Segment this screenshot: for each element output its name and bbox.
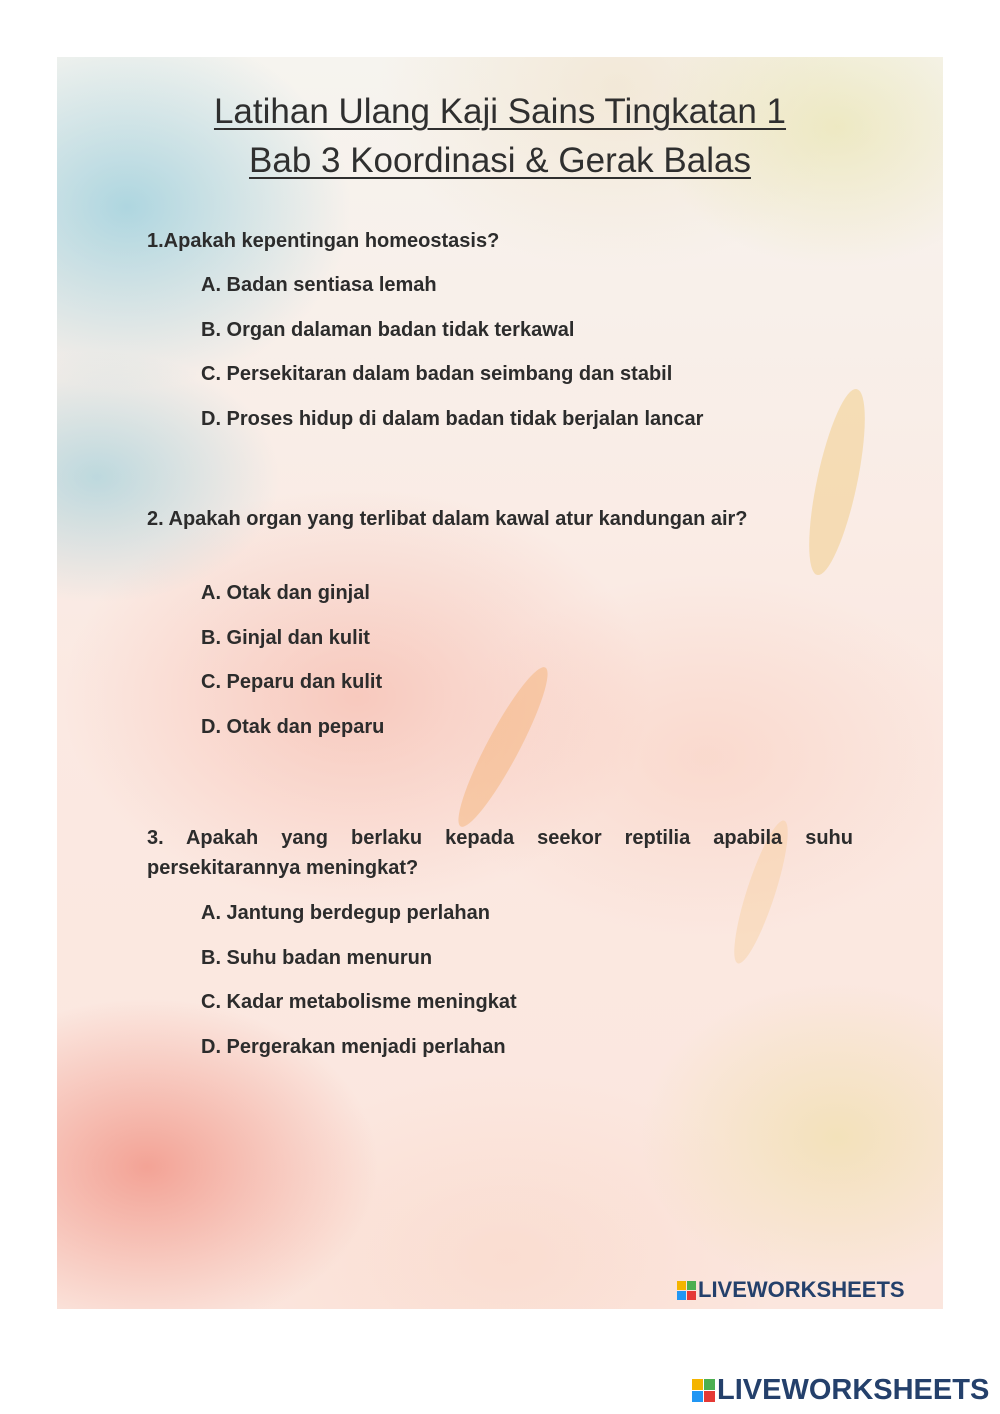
q1-option-b[interactable]: B. Organ dalaman badan tidak terkawal bbox=[201, 319, 575, 341]
title-line-1: Latihan Ulang Kaji Sains Tingkatan 1 bbox=[213, 92, 787, 131]
worksheet-title bbox=[57, 87, 943, 185]
q2-option-c[interactable]: C. Peparu dan kulit bbox=[201, 671, 383, 693]
q3-option-c[interactable]: C. Kadar metabolisme meningkat bbox=[201, 991, 517, 1013]
q3-option-d[interactable]: D. Pergerakan menjadi perlahan bbox=[201, 1036, 506, 1058]
question-2: 2. Apakah organ yang terlibat dalam kawal atur kandungan air? bbox=[147, 508, 748, 530]
watercolor-streak bbox=[447, 660, 560, 834]
logo-text: LIVEWORKSHEETS bbox=[717, 1374, 990, 1406]
q3-option-b[interactable]: B. Suhu badan menurun bbox=[201, 947, 433, 969]
liveworksheets-logo[interactable] bbox=[692, 1374, 989, 1407]
q2-option-a[interactable]: A. Otak dan ginjal bbox=[201, 582, 370, 604]
q2-option-d[interactable]: D. Otak dan peparu bbox=[201, 716, 385, 738]
watercolor-streak bbox=[798, 385, 877, 579]
q3-option-a[interactable]: A. Jantung berdegup perlahan bbox=[201, 902, 490, 924]
title-line-2: Bab 3 Koordinasi & Gerak Balas bbox=[249, 141, 751, 180]
logo-blocks-icon bbox=[692, 1379, 715, 1402]
logo-text: LIVEWORKSHEETS bbox=[698, 1277, 905, 1302]
liveworksheets-logo-inner bbox=[677, 1277, 905, 1303]
worksheet-page bbox=[57, 57, 943, 1309]
q1-option-a[interactable]: A. Badan sentiasa lemah bbox=[201, 274, 437, 296]
question-3: 3. Apakah yang berlaku kepada seekor reptilia apabila suhu persekitarannya meningkat? bbox=[147, 827, 853, 879]
q2-option-b[interactable]: B. Ginjal dan kulit bbox=[201, 627, 370, 649]
logo-blocks-icon bbox=[677, 1281, 696, 1300]
question-1: 1.Apakah kepentingan homeostasis? bbox=[147, 230, 500, 252]
q1-option-c[interactable]: C. Persekitaran dalam badan seimbang dan stabil bbox=[201, 363, 673, 385]
q1-option-d[interactable]: D. Proses hidup di dalam badan tidak berjalan lancar bbox=[201, 408, 704, 430]
